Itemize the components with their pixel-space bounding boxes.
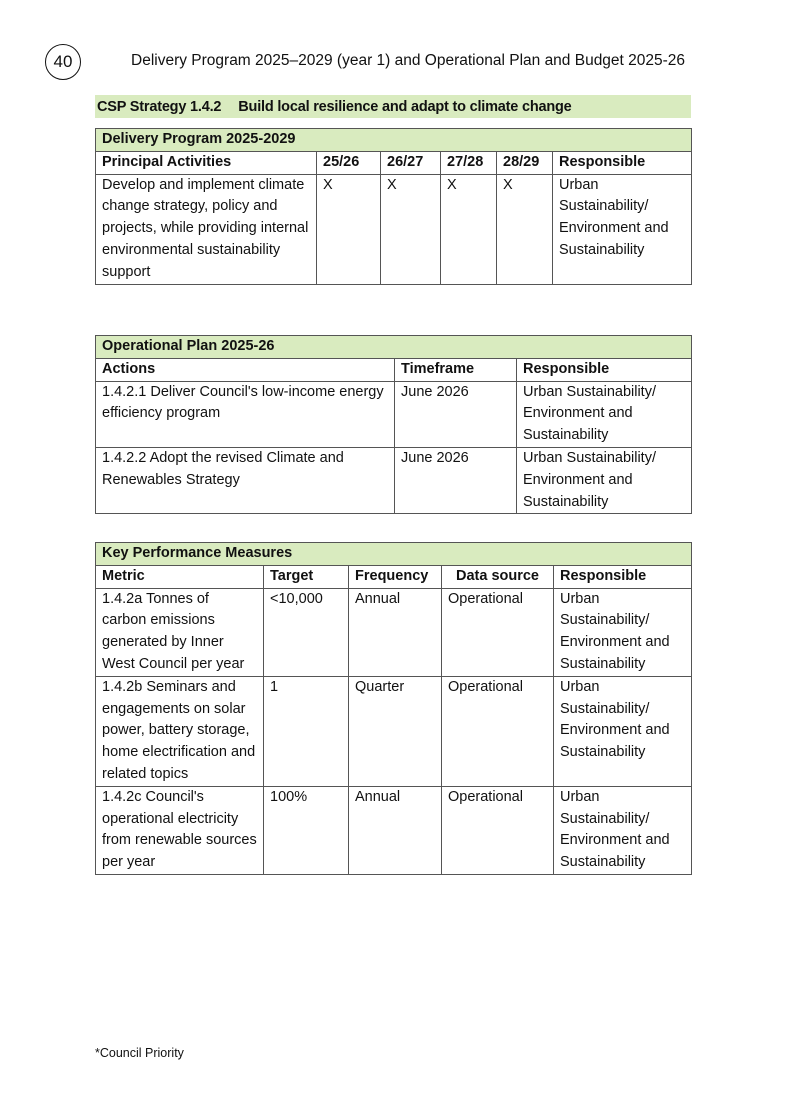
activity-cell: Develop and implement climate change strategy, policy and projects, while providing internal environmental sustainability support	[96, 174, 317, 284]
footnote: *Council Priority	[95, 1046, 184, 1060]
column-header: Responsible	[517, 358, 692, 381]
frequency-cell: Annual	[349, 588, 442, 676]
responsible-cell: Urban Sustainability/ Environment and Sustainability	[517, 381, 692, 447]
target-cell: 100%	[264, 786, 349, 874]
table-row	[96, 676, 692, 786]
frequency-cell: Quarter	[349, 676, 442, 786]
responsible-cell: Urban Sustainability/ Environment and Sustainability	[554, 676, 692, 786]
table-row	[96, 174, 692, 284]
responsible-cell: Urban Sustainability/ Environment and Sustainability	[554, 786, 692, 874]
table-row	[96, 381, 692, 447]
metric-cell: 1.4.2b Seminars and engagements on solar power, battery storage, home electrification and related topics	[96, 676, 264, 786]
target-cell: 1	[264, 676, 349, 786]
year-cell: X	[497, 174, 553, 284]
column-header: 27/28	[441, 151, 497, 174]
column-header: Responsible	[554, 565, 692, 588]
column-header: 25/26	[317, 151, 381, 174]
kpi-title: Key Performance Measures	[96, 543, 692, 566]
action-cell: 1.4.2.1 Deliver Council's low-income energy efficiency program	[96, 381, 395, 447]
column-header: 26/27	[381, 151, 441, 174]
strategy-name: Build local resilience and adapt to climate change	[238, 98, 572, 115]
data-source-cell: Operational	[442, 676, 554, 786]
timeframe-cell: June 2026	[395, 447, 517, 513]
frequency-cell: Annual	[349, 786, 442, 874]
operational-plan-table	[95, 335, 692, 514]
column-header: Actions	[96, 358, 395, 381]
data-source-cell: Operational	[442, 786, 554, 874]
delivery-program-table	[95, 128, 692, 285]
column-header: Principal Activities	[96, 151, 317, 174]
column-header: Responsible	[553, 151, 692, 174]
column-header: Timeframe	[395, 358, 517, 381]
year-cell: X	[381, 174, 441, 284]
document-title: Delivery Program 2025–2029 (year 1) and Operational Plan and Budget 2025-26	[131, 52, 686, 69]
timeframe-cell: June 2026	[395, 381, 517, 447]
data-source-cell: Operational	[442, 588, 554, 676]
column-header: 28/29	[497, 151, 553, 174]
table-row	[96, 447, 692, 513]
year-cell: X	[441, 174, 497, 284]
page-number: 40	[45, 44, 81, 80]
metric-cell: 1.4.2c Council's operational electricity from renewable sources per year	[96, 786, 264, 874]
action-cell: 1.4.2.2 Adopt the revised Climate and Renewables Strategy	[96, 447, 395, 513]
strategy-code: CSP Strategy 1.4.2	[97, 98, 222, 115]
year-cell: X	[317, 174, 381, 284]
column-header: Metric	[96, 565, 264, 588]
delivery-program-title: Delivery Program 2025-2029	[96, 129, 692, 152]
responsible-cell: Urban Sustainability/ Environment and Sustainability	[554, 588, 692, 676]
target-cell: <10,000	[264, 588, 349, 676]
metric-cell: 1.4.2a Tonnes of carbon emissions generated by Inner West Council per year	[96, 588, 264, 676]
responsible-cell: Urban Sustainability/ Environment and Sustainability	[517, 447, 692, 513]
column-header: Data source	[442, 565, 554, 588]
column-header: Frequency	[349, 565, 442, 588]
operational-plan-title: Operational Plan 2025-26	[96, 336, 692, 359]
table-row	[96, 786, 692, 874]
column-header: Target	[264, 565, 349, 588]
responsible-cell: Urban Sustainability/ Environment and Sustainability	[553, 174, 692, 284]
strategy-heading	[95, 95, 691, 118]
kpi-table	[95, 542, 692, 875]
table-row	[96, 588, 692, 676]
